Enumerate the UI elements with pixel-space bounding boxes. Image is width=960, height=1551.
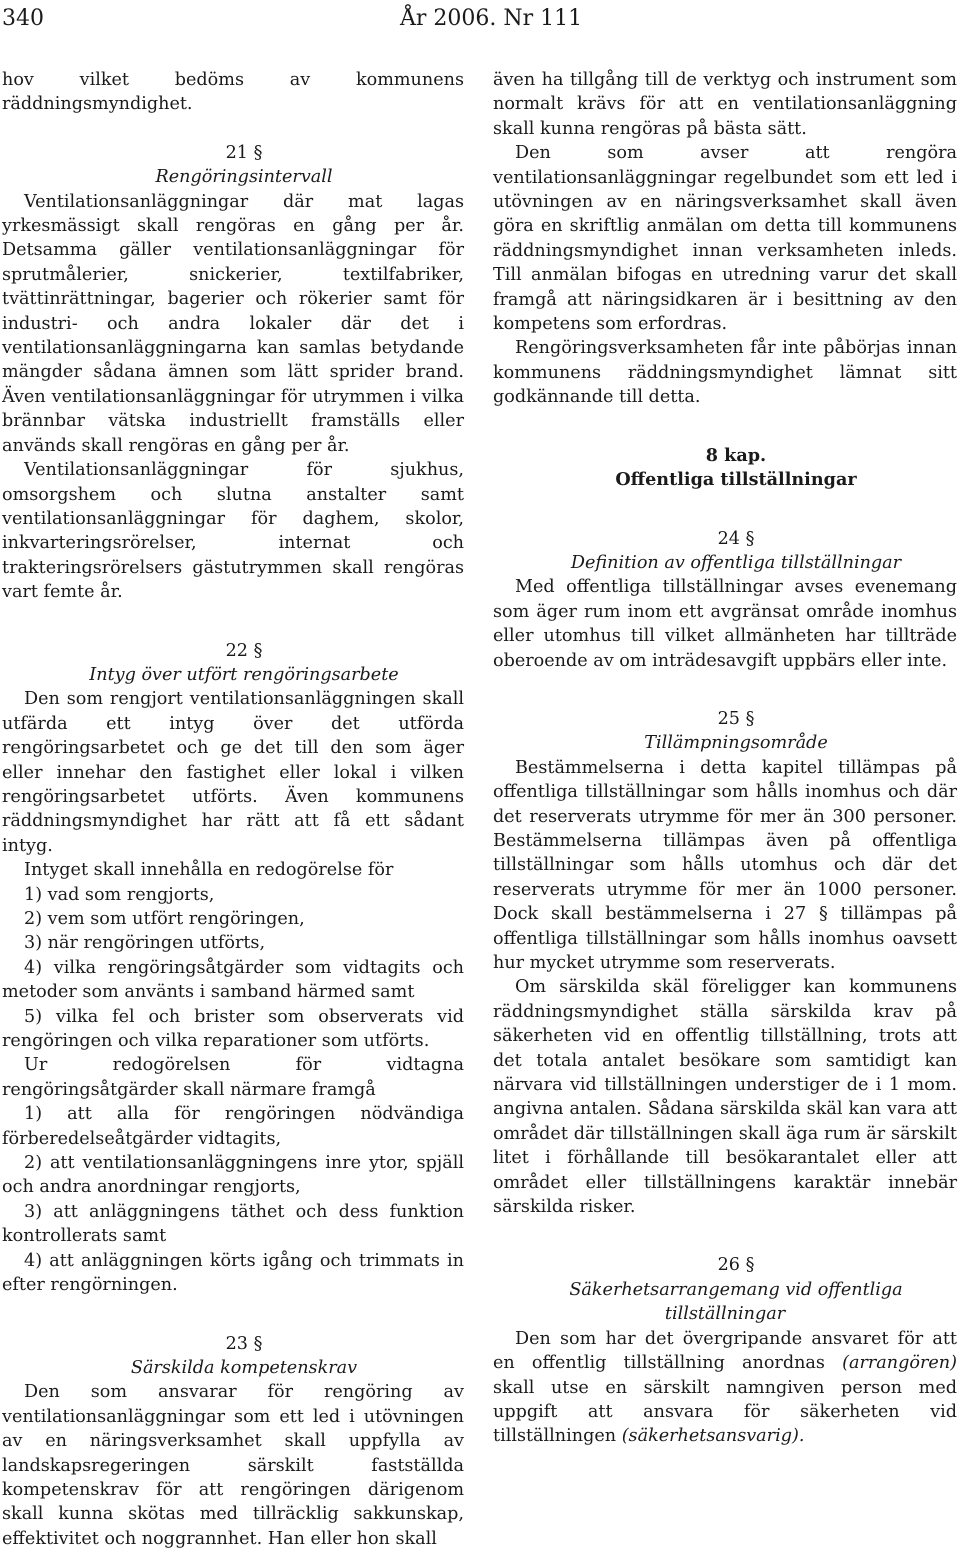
list-item: 4) att anläggningen körts igång och trimmats in efter rengörningen.: [2, 1250, 464, 1296]
defined-term-sakerhetsansvarig: (säkerhetsansvarig).: [621, 1426, 805, 1447]
section-21-title: Rengöringsintervall: [155, 167, 333, 188]
intro-text: hov vilket bedöms av kommunens räddningsmyndighet.: [2, 70, 464, 115]
section-25-paragraph-1: Bestämmelserna i detta kapitel tillämpas på offentliga tillställningar som hålls inomhus och där det reserverats utrymme för mer än 300 personer. Bestämmelserna tillämpas även på offentliga tillställningar som hålls utomhus och där det reserverats utrymme för mer än 1000 personer. Dock skall bestämmelserna i 27 § tillämpas på offentliga tillställningar som hålls inomhus oavsett hur mycket utrymme som reserverats.: [493, 757, 957, 973]
chapter-title: Offentliga tillställningar: [615, 469, 857, 491]
chapter-number: 8 kap.: [705, 444, 767, 466]
section-23-number: 23 §: [225, 1333, 263, 1354]
section-22-paragraph-3: Ur redogörelsen för vidtagna rengöringsåtgärder skall närmare framgå: [2, 1055, 464, 1100]
section-24-paragraph-1: Med offentliga tillställningar avses evenemang som äger rum inom ett avgränsat område inomhus eller utomhus till vilket allmänheten har tillträde oberoende av om inträdesavgift uppbärs eller inte.: [493, 577, 957, 671]
issue-label: År 2006. Nr 111: [400, 6, 583, 31]
list-item: 2) vem som utfört rengöringen,: [24, 909, 305, 929]
list-item: 2) att ventilationsanläggningens inre ytor, spjäll och andra anordningar rengjorts,: [2, 1153, 464, 1198]
section-24-number: 24 §: [717, 528, 755, 549]
text-run: skall utse en särskilt namngiven person med uppgift att ansvara för säkerheten vid tillställningen: [493, 1377, 957, 1447]
list-item: 1) att alla för rengöringen nödvändiga förberedelseåtgärder vidtagits,: [2, 1104, 464, 1149]
approval-paragraph: Rengöringsverksamheten får inte påbörjas innan kommunens räddningsmyndighet lämnat sitt godkännande till detta.: [493, 338, 957, 408]
section-25-paragraph-2: Om särskilda skäl föreligger kan kommunens räddningsmyndighet ställa särskilda krav på säkerheten vid en offentlig tillställning, trots att det totala antalet besökare som samtidigt kan närvara vid tillställningen understiger de i 1 mom. angivna antalen. Sådana särskilda skäl kan vara att området där tillställningen skall äga rum är särskilt litet i förhållande till besökarantalet eller att området eller tillställningens karaktär innebär särskilda risker.: [493, 977, 957, 1218]
section-25-title: Tillämpningsområde: [644, 733, 828, 754]
section-24-title: Definition av offentliga tillställningar: [570, 552, 902, 573]
section-25-number: 25 §: [717, 708, 755, 729]
section-23-paragraph-1: Den som ansvarar för rengöring av ventilationsanläggningar som ett led i utövningen av en näringsverksamhet skall uppfylla av landskapsregeringen särskilt fastställda kompetenskrav för att rengöringen därigenom skall kunna skötas med tillräcklig sakkunskap, effektivitet och noggrannhet. Han eller hon skall: [2, 1382, 464, 1549]
list-item: 4) vilka rengöringsåtgärder som vidtagits och metoder som använts i samband härmed samt: [2, 957, 464, 1003]
text-run: Den som har det övergripande ansvaret för att en offentlig tillställning anordnas: [493, 1328, 957, 1374]
list-item: 5) vilka fel och brister som observerats vid rengöringen och vilka reparationer som utförts.: [2, 1006, 464, 1052]
section-26-paragraph-1: [493, 1327, 957, 1449]
left-column: [2, 68, 464, 1551]
section-26-number: 26 §: [717, 1255, 755, 1276]
section-21-number: 21 §: [225, 142, 263, 163]
section-22-number: 22 §: [225, 640, 263, 661]
section-23-title: Särskilda kompetenskrav: [130, 1357, 358, 1378]
list-item: 3) när rengöringen utförts,: [24, 933, 266, 954]
section-22-paragraph-2: Intyget skall innehålla en redogörelse för: [24, 860, 394, 881]
section-22-paragraph-1: Den som rengjort ventilationsanläggningen skall utfärda ett intyg över det utförda rengöringsarbetet och ge det till den som äger eller innehar den fastighet eller lokal i vilken rengöringsarbetet utförts. Även kommunens räddningsmyndighet har rätt att få ett sådant intyg.: [2, 689, 464, 856]
section-22-title: Intyg över utfört rengöringsarbete: [89, 664, 399, 685]
right-column: [493, 68, 957, 1449]
defined-term-arrangor: (arrangören): [842, 1353, 957, 1374]
page-number: 340: [2, 6, 44, 31]
section-21-paragraph-1: Ventilationsanläggningar där mat lagas yrkesmässigt skall rengöras en gång per år. Detsamma gäller ventilationsanläggningar för sprutmålerier, snickerier, textilfabriker, tvättinrättningar, bagerier och rökerier samt för industri- och andra lokaler där det i ventilationsanläggningarna kan samlas betydande mängder sådana ämnen som lätt sprider brand. Även ventilationsanläggningar för utrymmen i vilka brännbar vätska industriellt framställs eller används skall rengöras en gång per år.: [2, 191, 464, 456]
notification-paragraph: Den som avser att rengöra ventilationsanläggningar regelbundet som ett led i utövningen av en näringsverksamhet skall även göra en skriftlig anmälan om detta till kommunens räddningsmyndighet innan verksamheten inleds. Till anmälan bifogas en utredning varur det skall framgå att näringsidkaren är i besittning av den kompetens som erfordras.: [493, 143, 957, 335]
list-item: 3) att anläggningens täthet och dess funktion kontrollerats samt: [2, 1201, 464, 1247]
list-item: 1) vad som rengjorts,: [24, 884, 215, 905]
section-21-paragraph-2: Ventilationsanläggningar för sjukhus, omsorgshem och slutna anstalter samt ventilationsanläggningar för daghem, skolor, inkvarteringsrörelser, internat och trakteringsrörelsers gästutrymmen skall rengöras vart femte år.: [2, 460, 464, 603]
section-26-title: Säkerhetsarrangemang vid offentliga tillställningar: [569, 1279, 903, 1325]
continuation-text: även ha tillgång till de verktyg och instrument som normalt krävs för att en ventilationsanläggning skall kunna rengöras på bästa sätt.: [493, 70, 957, 139]
